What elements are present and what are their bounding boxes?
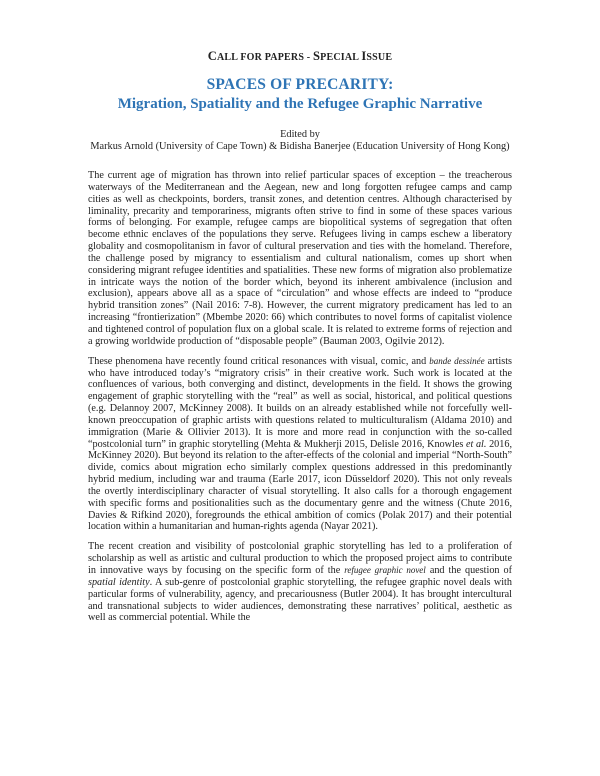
document-subtitle: Migration, Spatiality and the Refugee Graphic Narrative — [117, 96, 483, 112]
body-text — [88, 170, 512, 632]
document-title: SPACES OF PRECARITY: — [206, 76, 394, 93]
editors-line: Markus Arnold (University of Cape Town) & Bidisha Banerjee (Education University of Hong Kong) — [90, 141, 510, 152]
edited-by-label: Edited by — [280, 129, 320, 140]
paragraph-1: The current age of migration has thrown into relief particular spaces of exception – the treacherous waterways of the Mediterranean and the Aegean, new and long forgotten refugee camps and camp cities as well as checkpoints, borders, transit zones, and detention centres. Although characterised by liminality, precarity and temporariness, migrants often strive to find in some of these spaces various forms of belonging. For example, refugee camps are biopolitical systems of segregation that often become ethnic enclaves of the populations they serve. Refugees living in camps eschew a liberatory globality and cosmopolitanism in favor of cultural preservation and ties with the homeland. Therefore, the challenge posed by migrancy to essentialism and cultural nationalism, comes up short when considering migrant refugee identities and spatialities. These new forms of migration also problematize in intricate ways the notion of the border which, beyond its inherent ambivalence (inclusion and exclusion), appears above all as a space of “circulation” and whose effects are indeed to “produce hybrid transition zones” (Nail 2016: 7-8). However, the current migratory predicament has led to an increasing “frontierization” (Mbembe 2020: 66) which contributes to novel forms of capitalist violence and tightened control of population flux on a global scale. It is related to extreme forms of rejection and a growing worldwide production of “disposable people” (Bauman 2003, Ogilvie 2012). — [88, 170, 512, 347]
paragraph-3: The recent creation and visibility of postcolonial graphic storytelling has led to a proliferation of scholarship as well as artistic and cultural production to which the proposed project aims to contribute in innovative ways by focusing on the specific form of the refugee graphic novel and the question of spatial identity. A sub-genre of postcolonial graphic storytelling, the refugee graphic novel deals with particular forms of vulnerability, agency, and precariousness (Butler 2004). It has brought intercultural and transnational subjects to wider audiences, demonstrating these narratives’ political, aesthetic as well as commercial potential. While the — [88, 541, 512, 624]
call-for-papers-heading: CALL FOR PAPERS - SPECIAL ISSUE — [207, 49, 393, 63]
paragraph-2: These phenomena have recently found critical resonances with visual, comic, and bande dessinée artists who have introduced today’s “migratory crisis” in their creative work. Such work is located at the confluences of various, both converging and distinct, developments in the field. It shows the growing engagement of graphic storytelling with the “real” as well as social, historical, and political questions (e.g. Delannoy 2007, McKinney 2008). It builds on an already established while not forcefully well-known preoccupation of graphic artists with questions related to multiculturalism (Aldama 2010) and immigration (Marie & Ollivier 2013). It is more and more read in conjunction with the so-called “postcolonial turn” in graphic storytelling (Mehta & Mukherji 2015, Delisle 2016, Knowles et al. 2016, McKinney 2020). But beyond its relation to the after-effects of the colonial and imperial “North-South” divide, comics about migration echo similarly complex questions addressed in this predominantly hybrid medium, including war and trauma (Earle 2017, icon Düsseldorf 2020). This not only reveals the overtly interdisciplinary character of visual storytelling. It also calls for a thorough engagement with specific forms and positionalities such as the documentary genre and the witness (Chute 2016, Davies & Rifkind 2020), foregrounds the ethical ambition of comics (Polak 2017) and their potential location within a humanitarian and human-rights agenda (Nayar 2021). — [88, 355, 513, 533]
